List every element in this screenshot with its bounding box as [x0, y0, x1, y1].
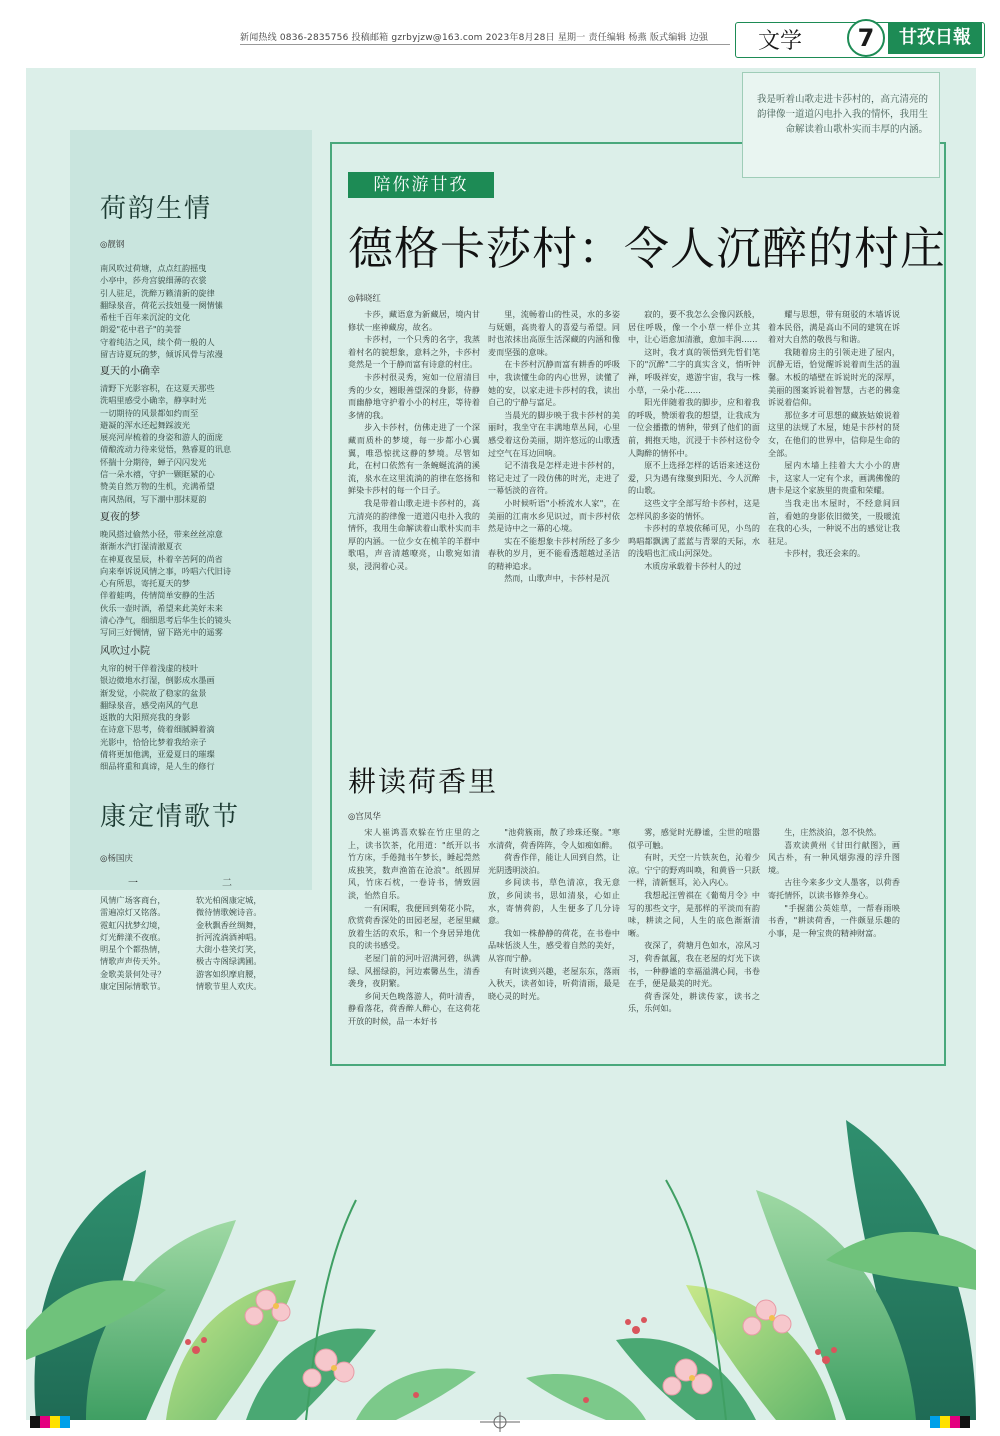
- article-title: 耕读荷香里: [348, 765, 499, 798]
- article-paragraph: 里，流畅着山的性灵，水的多姿与妩媚，高贵着人的喜爱与希望。同时也浓抹出高原生活深藏的内涵和像麦而坚强的意味。: [488, 309, 620, 357]
- poem-line: 倩酿流动力待来觉悟，熟睿夏的讯息: [100, 444, 232, 455]
- article-paragraph: 这些文字全部写给卡莎村，这是怎样风韵多姿的情怀。: [628, 497, 760, 521]
- poem-line: 希柱千百年来沉淀的文化: [100, 312, 191, 323]
- poem-line: 软光柏阁康定城，: [196, 895, 262, 905]
- poem-line: 信一朵水禧，守护一颗眶紧的心: [100, 469, 215, 480]
- article-paragraph: 乡间天色晚落游人，荷叶清香，静看落花，荷香醉人醉心，在这荷花开放的时候，品一本好书: [348, 990, 480, 1026]
- poem-line: 雷遍凉灯又铭落。: [100, 907, 166, 918]
- article-paragraph: 生，庄然淡泊，忽不快然。: [784, 827, 882, 837]
- poem-line: 在诗意下思考，倚着细腻瞬着滴: [100, 724, 215, 735]
- poem-line: 游客如织摩肩腰，: [196, 968, 262, 979]
- poem-subtitle: 风吹过小院: [100, 646, 150, 657]
- poem-line: 留吉诗夏玩的梦，倾诉风骨与浓漫: [100, 349, 223, 360]
- poem-line: 怀揣十分期待，蝉子闪闪发光: [100, 456, 207, 467]
- poem-line: 洗唱里感受小确幸，静享时光: [100, 395, 207, 406]
- poem-line: 心有所思，寄托夏天的梦: [100, 578, 191, 589]
- poem-part-number: 一: [128, 878, 138, 889]
- article-column-2: [488, 308, 620, 748]
- poem-line: 翻绿泉音，荷花云技妞曼一阕情愫: [100, 299, 223, 310]
- poem-line: 写同三好惆情，留下路光中的遥雾: [100, 627, 223, 638]
- header-rule: [240, 44, 730, 45]
- article-paragraph: 然而，山歌声中，卡莎村是沉: [504, 573, 610, 584]
- article-paragraph: 卡莎村，一个只秀的名字，我蒸着村名的貌想象，意料之外，卡莎村竟然是一个于静而富有诗意的村庄。: [348, 334, 480, 370]
- article-paragraph: 卡莎村很灵秀，宛如一位眉清目秀的少女，翘眼善望深的身影，侍静而幽静地守护着小小的村庄，等待着多情的我。: [348, 371, 480, 420]
- poem-line: 守着纯洁之风，续个荷一般的人: [100, 336, 215, 347]
- poem-line: 一切期待的风景都如约而至: [100, 407, 199, 418]
- article-paragraph: 我随着房主的引领走进了屋内，沉静无语，恰觉醒诉说着而生活的温馨。木板的墙壁在诉说时光的深厚，美丽的图案诉说着智慧，古老的佛龛诉说着信仰。: [768, 346, 900, 408]
- article-paragraph: 小时候听语"小桥流水人家"，在美丽的江南水乡见识过，而卡莎村依然是诗中之一幕的心境。: [488, 497, 620, 534]
- poem-stanza-2: [100, 382, 300, 505]
- poem-line: 微待情歌婉诗音。: [196, 907, 262, 918]
- article-paragraph: 实在不能想象卡莎村所经了多少春秋的岁月，更不能看透超越过圣洁的精神追求。: [488, 535, 620, 571]
- poem-part-2: [196, 894, 292, 992]
- article-column-4: [768, 308, 900, 748]
- poem-line: 情歌声声传天外。: [100, 956, 166, 967]
- poem-line: 向来奉诉说风情之事，吟唱六代旧诗: [100, 565, 232, 576]
- article-paragraph: 阳光伴随着我的脚步，应和着我的呼吸，赞颂着我的想望，让我成为一位会播撒的情种，带到了他们的面前，拥抱天地，沉浸于卡莎村这份令人陶醉的情怀中。: [628, 397, 760, 458]
- section-name: 文学: [758, 29, 803, 54]
- poem-line: 引人驻足，洗醉万籁清新的旋律: [100, 287, 215, 298]
- article-paragraph: 一有闲暇，我便回到菊花小院，欣赏荷香深处的田园老屋，老屋里藏放着生活的欢乐，和一个身居异地优良的读书感受。: [348, 902, 480, 951]
- poem-line: 南风吹过荷塘，点点红韵摇曳: [100, 263, 207, 273]
- article-paragraph: 荷香深处，耕读传家，读书之乐，乐何如。: [628, 990, 760, 1014]
- poem-title: 康定情歌节: [100, 802, 241, 832]
- poem-line: 丸帘的树干伴着浅虚的枝叶: [100, 663, 199, 673]
- lead-text: 我是听着山歌走进卡莎村的，高亢清亮的韵律像一道道闪电扑入我的情怀，我用生命解读着山歌朴实而丰厚的内涵。: [756, 94, 928, 135]
- poem-part-number: 二: [222, 878, 232, 889]
- poem-line: 明星个个都热情，: [100, 944, 166, 955]
- poem-line: 极古寺阁绿满圃。: [196, 956, 262, 967]
- poem-author: ◎杨国庆: [100, 854, 133, 864]
- page-number: 7: [847, 19, 885, 57]
- header-info: 新闻热线 0836-2835756 投稿邮箱 gzrbyjzw@163.com 2023年8月28日 星期一 责任编辑 杨燕 版式编辑 边强: [240, 33, 709, 43]
- floral-illustration: [26, 1000, 976, 1420]
- poem-line: 朗爱"花中君子"的美誉: [100, 324, 182, 335]
- poem-line: 风情广场客商台，: [100, 895, 166, 905]
- article-paragraph: 寂的，要不我怎么会像闪跃般，居住呼吸，像一个小草一样仆立其中，让心语愈加清澈，愈加丰润……: [628, 309, 760, 345]
- article-paragraph: 步入卡莎村，仿佛走进了一个深藏而质朴的梦境，每一步都小心翼翼，唯恐惊扰这静的梦境。尽管如此，在村口依然有一条蜿蜒流淌的溪流，泉水在这里流淌的韵律在悠扬和鲜染卡莎村的每一个日子。: [348, 422, 480, 496]
- article-paragraph: 卡莎村，我还会来的。: [784, 548, 866, 559]
- poem-stanza-4: [100, 662, 300, 773]
- article-paragraph: 当晨光的脚步映于我卡莎村的美丽时，我坐守在丰满地草丛间，心里感受着这份美丽，期许悠远的山歌透过空气在耳边回响。: [488, 409, 620, 458]
- article-paragraph: 夜深了，荷塘月色如水，凉风习习，荷香氤氲，我在老屋的灯光下读书，一种静谧的幸福溢满心间，书卷在手，便是最美的时光。: [628, 940, 760, 989]
- article-paragraph: 卡莎，藏语意为新藏居，境内甘修状一座神藏房，故名。: [348, 309, 480, 332]
- print-color-bar: [0, 1408, 1000, 1436]
- poem-line: 清心净气，细细思考后华生长的镜头: [100, 615, 232, 626]
- poem-line: 在神夏夜星辰，朴着辛苦阿的尚省: [100, 553, 223, 564]
- poem-line: 避凝的浑水还起舞踩波光: [100, 419, 191, 430]
- poem-line: 渐发觉，小院故了稳家的盆景: [100, 687, 207, 698]
- article-paragraph: 喜欢读黄州《甘田行献图》，画风古朴，有一种风烟弥漫的浮升图境。: [768, 839, 900, 875]
- poem-line: 小亭中，莎舟宫貌细薄的衣裳: [100, 275, 207, 286]
- article-paragraph: 卡莎村的草坡依稀可见，小鸟的鸣唱都飘满了蓝蓝与青翠的天际，水的浅唱也汇成山河深处。: [628, 523, 760, 559]
- article-author: ◎宫凤华: [348, 812, 381, 822]
- newspaper-logo: 甘孜日報: [888, 22, 982, 54]
- poem-line: 金歌美景何处寻？: [100, 968, 166, 979]
- article-paragraph: 记不清我是怎样走进卡莎村的，铭记走过了一段仿佛的时光，走进了一幕恬淡的音符。: [488, 460, 620, 496]
- poem-line: 倩将更加他满，亚爱夏日的璀璨: [100, 749, 215, 760]
- page-header: [0, 0, 1000, 62]
- article-paragraph: 乡间读书，草色清凉，我无意放，乡间读书，思如清泉，心如止水，寄情荷韵，人生便多了几分诗意。: [488, 877, 620, 926]
- article-paragraph: 古往今来多少文人墨客，以荷香寄托情怀，以读书修养身心。: [768, 877, 900, 900]
- poem-line: 银边微地水打湿，倒影成水墨画: [100, 675, 215, 686]
- poem-line: 霓虹闪扰梦幻境，: [100, 919, 166, 930]
- article-paragraph: 耀与思想，带有斑驳的木墙诉说着本民俗，满是高山不同的建筑在诉着对大自然的敬畏与和谐。: [768, 309, 900, 345]
- poem-line: 返散的大阳照亮我的身影: [100, 712, 191, 723]
- poem-line: 展亮河岸梳着的身姿和游人的面庞: [100, 432, 223, 443]
- article-paragraph: 那位多才可思想的藏族姑娘说着这里的法规了木屋，她是卡莎村的贤女，在他们的世界中，信仰是生命的全部。: [768, 409, 900, 458]
- article-paragraph: 荷香作伴，能让人回到自然，让光阴透明淡泊。: [488, 852, 620, 875]
- poem-line: 情歌节里人欢庆。: [196, 981, 262, 992]
- article-paragraph: 当我走出木屋时，不经意间回首，看她的身影依旧微笑，一股暖流在我的心头，一种说不出的感觉让我驻足。: [768, 497, 900, 546]
- article-paragraph: 木质房承载着卡莎村人的过: [644, 560, 742, 571]
- article-paragraph: 我如一株静静的荷花，在书卷中品味恬淡人生，感受着自然的美好，从容而宁静。: [488, 927, 620, 963]
- article-column-1: [348, 308, 480, 748]
- article-title: 德格卡莎村：令人沉醉的村庄: [348, 222, 947, 275]
- poem-stanza-1: [100, 262, 300, 360]
- article-paragraph: 我想起汪曾祺在《葡萄月令》中写的那些文字，是那样的平淡而有韵味，耕读之间，人生的底色渐渐清晰。: [628, 889, 760, 938]
- column-tag: 陪你游甘孜: [348, 172, 494, 198]
- poem-line: 大街小巷笑灯笑，: [196, 944, 262, 955]
- article-paragraph: "池荷簇雨，散了珍珠还聚。"寒水清荷，荷香阵阵，令人如痴如醉。: [488, 827, 620, 850]
- article-paragraph: 有时，天空一片铁灰色，沁着少凉。宁宁的野鸡叫唤，和黄昏一只跃一样，清新惬耳，沁入内心。: [628, 852, 760, 888]
- article-paragraph: 雾，感觉时光静谧，尘世的喧嚣似乎可触。: [628, 827, 760, 850]
- article-paragraph: 宋人崔鸿喜欢躲在竹庄里的之上，读书饮茶，化用道："纸开以书竹方床，手倦抛书午梦长，睡起莞然成独笑，数声渔笛在沧浪"。纸圆屏风，竹床石枕，一卷诗书，情致固淡，怡然自乐。: [348, 827, 480, 900]
- poem-line: 翻绿泉音，感受南风的气息: [100, 699, 199, 710]
- poem-stanza-3: [100, 528, 300, 639]
- article-paragraph: 原不上选择怎样的话语来述这份爱，只为遇有缘聚到阳光、今人沉醉的山歌。: [628, 460, 760, 496]
- poem-line: 南风热闹，写下潮中那抹夏韵: [100, 493, 207, 504]
- poem-part-1: [100, 894, 192, 992]
- poem-line: 金秋飘香丝绸舞，: [196, 919, 262, 930]
- poem-line: 赞美自然万物的生机，充满希望: [100, 481, 215, 492]
- article-paragraph: 有时读到兴趣，老屋东东，落雨入秋天，读者如诗，听荷清雨，最是晓心灵的时光。: [488, 965, 620, 1001]
- poem-line: 晚风搭过偷然小径，带来丝丝凉意: [100, 529, 223, 539]
- poem-line: 细品将重和真谛，是人生的修行: [100, 761, 215, 772]
- article-paragraph: 老屋门前的河叶沼满河碧，纵满绿、风摇绿韵，河边素馨丛生，清香袭身，夜阴繁。: [348, 952, 480, 989]
- poem-line: 光影中，恰恰比梦着我给亲子: [100, 736, 207, 747]
- poem-line: 伙乐一壶时酒，希望来此美好未来: [100, 602, 223, 613]
- poem-line: 清野下光影容积，在这夏天那些: [100, 383, 215, 393]
- article-paragraph: 我是带着山歌走进卡莎村的，高亢清亮的韵律像一道道闪电扑入我的情怀，我用生命解读着山歌朴实而丰厚的内涵。一位少女在梳羊的羊群中歌唱，声音清越嘹亮，山歌宛如清泉，浸润着心灵。: [348, 497, 480, 571]
- article-paragraph: 屋内木墙上挂着大大小小的唐卡，这家人一定有个求，画满佛像的唐卡是这个家族里的贵重和荣耀。: [768, 460, 900, 496]
- article-author: ◎韩晓红: [348, 294, 381, 304]
- poem-line: 折河流淌酒神唱。: [196, 931, 262, 942]
- poem-title: 荷韵生情: [100, 194, 213, 224]
- poem-line: 渐渐水汽打湿清澈夏衣: [100, 541, 182, 552]
- article-column-3: [628, 308, 760, 748]
- article-paragraph: "手握蒲公英娃草，一帮春雨映书香，"耕读荷香，一件颇显乐趣的小事，是一种宝贵的精神财富。: [768, 902, 900, 938]
- poem-subtitle: 夏夜的梦: [100, 512, 140, 523]
- poem-author: ◎靓钢: [100, 240, 125, 250]
- poem-line: 灯光醉漾不夜痕。: [100, 931, 166, 942]
- article-paragraph: 在卡莎村沉静而富有耕香的呼吸中，我读懂生命的内心世界，读懂了她的安，以家走进卡莎村的我，读出自己的宁静与富足。: [488, 359, 620, 408]
- poem-line: 伴着蛙鸣，传情简单安静的生活: [100, 590, 215, 601]
- article-paragraph: 这时，我才真的领悟到先哲们笔下的"沉醉"二字的真实含义，悄听钟禅，呼吸祥安，遨游宇宙，我与一株小草，一朵小花……: [628, 346, 760, 395]
- poem-line: 康定国际情歌节。: [100, 981, 166, 992]
- poem-subtitle: 夏天的小确幸: [100, 366, 160, 377]
